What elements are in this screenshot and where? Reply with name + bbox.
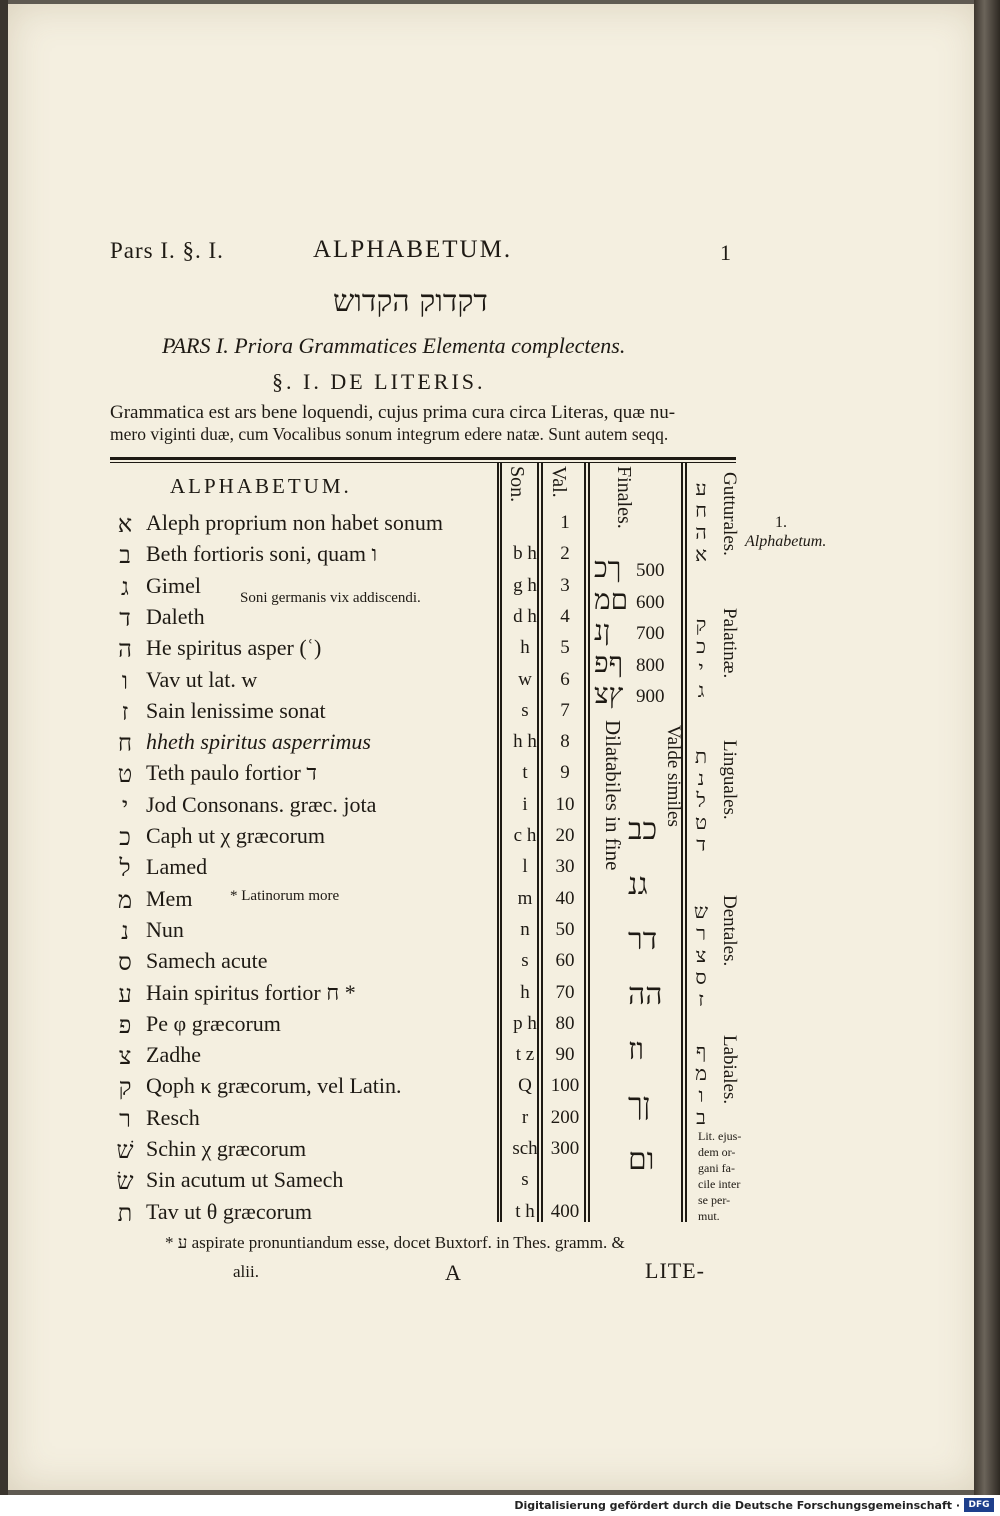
table-row: [110, 1073, 590, 1104]
letter-value: 2: [560, 543, 570, 565]
letter-name: Jod Consonans. græc. jota: [146, 791, 377, 817]
letter-sound: h: [520, 637, 530, 659]
letter-value: 4: [560, 605, 570, 627]
letter-glyph: ט: [117, 760, 133, 789]
letter-name: Samech acute: [146, 948, 268, 974]
letter-value: 70: [555, 981, 575, 1003]
footer-text: Digitalisierung gefördert durch die Deutsche Forschungsgemeinschaft ·: [514, 1499, 960, 1512]
letter-value: 10: [555, 793, 575, 815]
letter-glyph: שׂ: [116, 1167, 134, 1196]
table-row: [110, 1136, 590, 1167]
letter-name: Lamed: [146, 854, 208, 880]
organ-group-label: Dentales.: [719, 895, 740, 967]
signature-mark: A: [445, 1260, 461, 1285]
letter-sound: Q: [518, 1075, 532, 1097]
final-form-pair: ךכ: [594, 551, 622, 584]
letter-sound: t z: [515, 1044, 535, 1066]
letter-value: 90: [555, 1044, 575, 1066]
table-row: [110, 667, 590, 698]
side-note-label: Alphabetum.: [745, 533, 827, 550]
table-row: [110, 604, 590, 635]
letter-name: Caph ut χ græcorum: [146, 823, 326, 848]
letter-value: 20: [555, 825, 575, 846]
table-row: [110, 729, 590, 760]
book-edge: [0, 0, 8, 1495]
table-row: [110, 760, 590, 791]
table-row: [110, 980, 590, 1011]
section-heading: §. I. DE LITERIS.: [272, 369, 486, 394]
letter-value: 5: [560, 637, 570, 659]
letter-value: 50: [555, 918, 575, 940]
letter-value: 400: [550, 1200, 580, 1222]
similar-letter-pair: כב: [628, 812, 658, 847]
letter-value: 80: [555, 1012, 575, 1034]
table-rule-thin: [110, 462, 736, 463]
letter-value: 8: [560, 731, 570, 753]
letter-glyph: כ: [119, 823, 131, 851]
table-row: [110, 1199, 590, 1230]
letter-name: He spiritus asper (ʿ): [146, 635, 322, 661]
page-number: 1: [720, 240, 731, 265]
table-row: [110, 917, 590, 948]
letter-name: Sain lenissime sonat: [146, 697, 326, 723]
organ-group-letters: זסצרש: [690, 901, 714, 1011]
letter-sound: l: [522, 856, 528, 878]
letter-glyph: מ: [117, 885, 133, 914]
letter-value: 7: [560, 699, 570, 721]
letter-sound: h: [520, 981, 530, 1003]
valde-similes-label: Valde similes: [663, 725, 684, 827]
side-note-number: 1.: [775, 514, 787, 531]
footnote-cont: alii.: [233, 1262, 259, 1281]
final-form-value: 500: [636, 560, 665, 581]
dilatabiles-label: Dilatabiles in fine: [601, 720, 625, 871]
letter-value: 300: [550, 1138, 580, 1159]
letter-glyph: ד: [119, 603, 131, 632]
organ-group-label: Linguales.: [719, 740, 740, 820]
footnote: * ע aspirate pronuntiandum esse, docet Buxtorf. in Thes. gramm. &: [165, 1233, 625, 1252]
similar-letter-pair: גנ: [628, 867, 648, 902]
letter-sound: r: [521, 1106, 529, 1128]
letter-name: Resch: [146, 1104, 200, 1130]
table-row: [110, 1011, 590, 1042]
final-form-pair: ץצ: [594, 677, 624, 710]
letter-sound: p h: [513, 1012, 537, 1034]
column-rule: [685, 462, 687, 1222]
table-row: [110, 635, 590, 666]
finales-column-header: Finales.: [613, 466, 635, 529]
letter-name: Zadhe: [146, 1042, 201, 1068]
similar-letter-pair: ןך: [628, 1087, 651, 1122]
letter-name: Mem: [146, 885, 193, 911]
final-form-value: 900: [636, 686, 665, 707]
final-form-value: 800: [636, 654, 665, 676]
table-row: [110, 1042, 590, 1073]
letter-name: Pe φ græcorum: [146, 1010, 281, 1036]
letter-glyph: ו: [121, 666, 129, 695]
table-row: [110, 854, 590, 885]
table-rule-thick: [110, 457, 736, 460]
organ-group-label: Palatinæ.: [719, 608, 740, 679]
letter-name: Qoph κ græcorum, vel Latin.: [146, 1073, 402, 1099]
letter-name: Schin χ græcorum: [146, 1136, 307, 1161]
final-form-value: 600: [636, 591, 665, 613]
organ-group-label: Labiales.: [719, 1035, 740, 1105]
mem-note: * Latinorum more: [230, 888, 340, 904]
letter-name: Sin acutum ut Samech: [146, 1167, 344, 1193]
running-header-left: Pars I. §. I.: [110, 238, 224, 263]
letter-glyph: ע: [118, 979, 132, 1008]
gimel-note: Soni germanis vix addiscendi.: [240, 590, 421, 606]
similar-letter-pair: וז: [628, 1032, 645, 1067]
letter-glyph: ח: [117, 729, 133, 758]
letter-value: 3: [560, 574, 570, 596]
letter-name: hheth spiritus asperrimus: [146, 729, 371, 755]
letter-sound: c h: [513, 825, 537, 846]
dfg-logo: DFG: [964, 1498, 994, 1512]
letter-glyph: ג: [121, 572, 129, 601]
letter-name: Hain spiritus fortior ח *: [146, 979, 356, 1005]
organ-group-letters: דטלנת: [690, 746, 714, 856]
letter-glyph: ל: [119, 854, 131, 883]
organ-group-letters: גיכק: [690, 614, 714, 702]
intro-line-2: mero viginti duæ, cum Vocalibus sonum integrum edere natæ. Sunt autem seqq.: [110, 424, 669, 444]
letter-glyph: ק: [118, 1073, 132, 1102]
organ-group-letters: בומף: [690, 1041, 714, 1129]
letter-glyph: י: [121, 791, 129, 820]
intro-line-1: Grammatica est ars bene loquendi, cujus prima cura circa Literas, quæ nu-: [110, 402, 676, 423]
letter-name: Vav ut lat. w: [146, 666, 258, 692]
digitization-footer: [0, 1495, 1000, 1516]
letter-glyph: ר: [119, 1104, 131, 1133]
letter-glyph: שׁ: [116, 1136, 134, 1164]
similar-letter-pair: הה: [628, 977, 663, 1012]
letter-sound: n: [520, 918, 530, 940]
letter-sound: i: [522, 793, 528, 815]
letter-glyph: צ: [118, 1042, 132, 1071]
letter-value: 60: [555, 950, 575, 972]
letter-value: 100: [550, 1075, 580, 1097]
final-form-pair: ףפ: [594, 645, 624, 679]
table-row: [110, 1167, 590, 1198]
letter-sound: b h: [513, 543, 537, 565]
similar-letter-pair: ום: [628, 1142, 655, 1177]
letter-sound: d h: [513, 605, 537, 627]
letter-glyph: ס: [118, 948, 132, 977]
letter-sound: g h: [513, 574, 537, 596]
letter-sound: t h: [515, 1200, 535, 1222]
running-header-title: ALPHABETUM.: [313, 236, 513, 263]
letter-sound: m: [517, 887, 533, 909]
alphabet-heading: ALPHABETUM.: [170, 474, 352, 498]
book-spine: [974, 0, 1000, 1495]
letter-glyph: פ: [118, 1010, 132, 1039]
letter-glyph: א: [117, 510, 133, 538]
table-row: [110, 823, 590, 854]
letter-glyph: ב: [119, 541, 131, 570]
letter-glyph: ת: [117, 1198, 133, 1227]
letter-sound: sch: [512, 1138, 538, 1159]
table-row: [110, 541, 590, 572]
similar-letter-pair: דר: [628, 922, 658, 957]
letter-name: Teth paulo fortior ד: [146, 760, 317, 786]
table-row: [110, 948, 590, 979]
letter-sound: t: [522, 762, 528, 784]
son-column-header: Son.: [506, 466, 528, 503]
letter-name: Nun: [146, 916, 184, 942]
table-row: [110, 886, 590, 917]
letter-glyph: ז: [121, 697, 129, 726]
letter-value: 1: [560, 512, 570, 533]
letter-glyph: נ: [121, 916, 129, 945]
val-column-header: Val.: [548, 466, 570, 498]
letter-name: Daleth: [146, 603, 205, 629]
hebrew-title: דקדוק הקדוש: [333, 284, 488, 319]
letter-value: 200: [550, 1106, 580, 1128]
final-form-pair: םמ: [594, 582, 629, 616]
letter-name: Beth fortioris soni, quam ו: [146, 541, 378, 567]
catchword: LITE-: [645, 1258, 705, 1283]
letter-sound: h h: [513, 731, 537, 753]
table-row: [110, 1105, 590, 1136]
pars-heading: PARS I. Priora Grammatices Elementa complectens.: [162, 333, 626, 358]
organ-group-letters: אהחע: [690, 478, 714, 566]
table-row: [110, 510, 590, 541]
organ-group-label: Gutturales.: [719, 472, 740, 556]
letter-value: 30: [555, 856, 575, 878]
table-row: [110, 698, 590, 729]
letter-glyph: ה: [118, 635, 132, 664]
letter-sound: s: [521, 1169, 529, 1191]
letter-value: 40: [555, 887, 575, 909]
table-row: [110, 792, 590, 823]
letter-sound: s: [521, 950, 529, 972]
letter-value: 9: [560, 762, 570, 784]
column-rule: [681, 462, 683, 1222]
letter-value: 6: [560, 668, 570, 690]
letter-sound: w: [518, 668, 532, 690]
final-form-pair: ןנ: [594, 614, 611, 647]
final-form-value: 700: [636, 623, 665, 644]
lit-note: Lit. ejus- dem or- gani fa- cile inter se per- mut.: [698, 1129, 742, 1223]
letter-sound: s: [521, 699, 529, 721]
letter-name: Aleph proprium non habet sonum: [146, 510, 443, 535]
letter-name: Tav ut θ græcorum: [146, 1198, 313, 1224]
letter-name: Gimel: [146, 572, 201, 598]
